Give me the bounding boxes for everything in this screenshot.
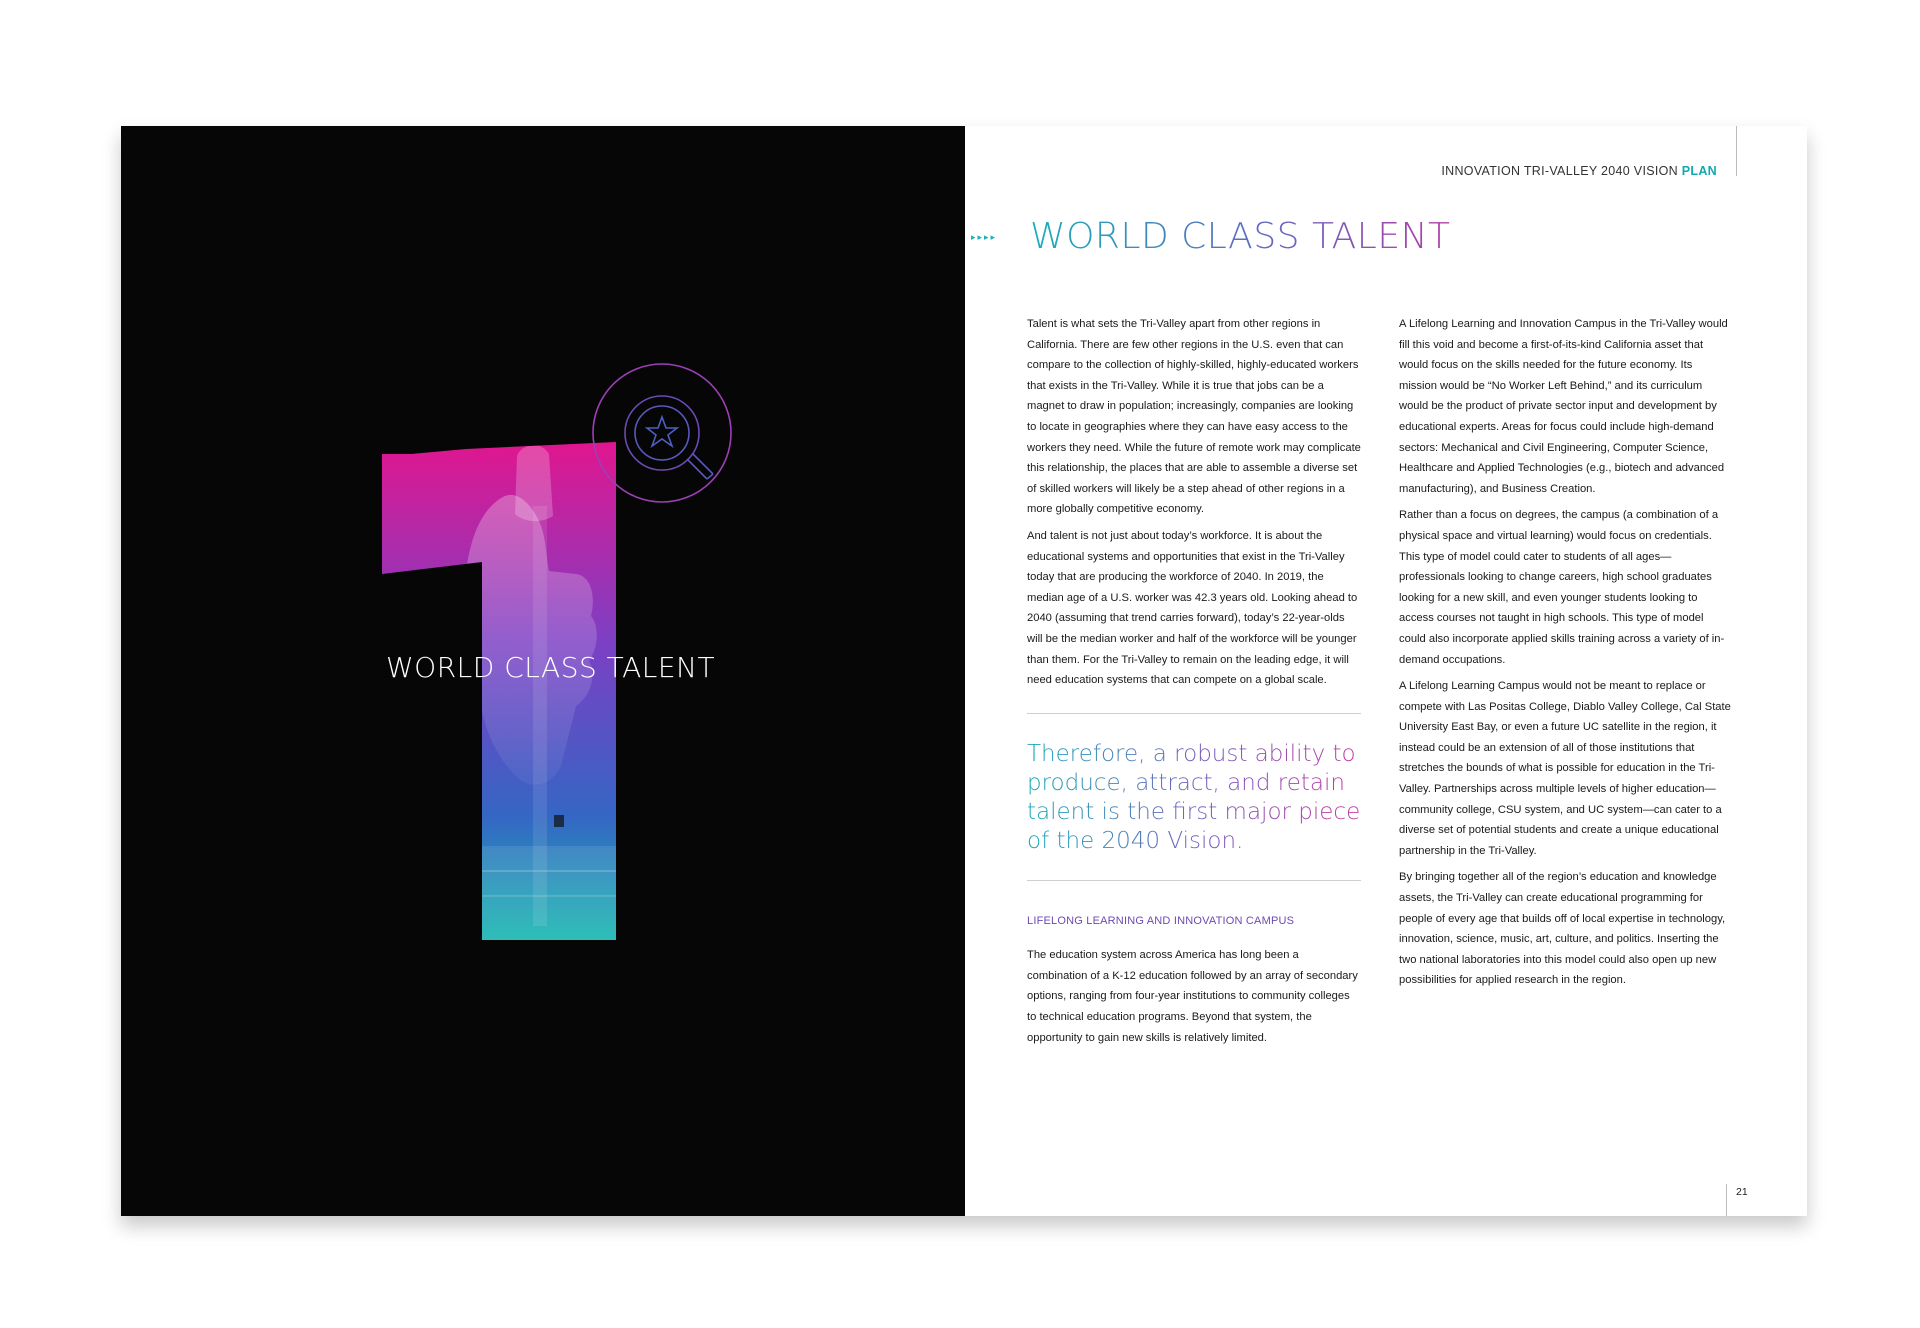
body-paragraph: Talent is what sets the Tri-Valley apart from other regions in California. There are few other regions in the U.S. even that can compare to the collection of highly-skilled, highly-educated workers that exists in the Tri-Valley. While it is true that jobs can be a magnet to draw in population; increasingly, companies are looking to locate in geographies where they can have easy access to the workers they need. While the future of remote work may complicate this relationship, the places that are able to assemble a diverse set of skilled workers will likely be a step ahead of other regions in a more globally competitive economy.	[1027, 318, 1361, 516]
arrow-bullets-icon: ▸▸▸▸	[971, 232, 998, 242]
right-page	[965, 126, 1807, 1216]
body-paragraph: By bringing together all of the region’s education and knowledge assets, the Tri-Valley can create educational programming for people of every age that builds off of local expertise in technology, innovation, science, music, art, culture, and politics. Inserting the two national laboratories into this model could also open up new possibilities for applied research in the region.	[1399, 871, 1726, 987]
body-paragraph: Rather than a focus on degrees, the campus (a combination of a physical space and virtual learning) would focus on credentials. This type of model could cater to students of all ages—professionals looking to change careers, high school graduates looking for a new skill, and even younger students looking to access courses not taught in high schools. This type of model could also incorporate applied skills training across a variety of in-demand occupations.	[1399, 509, 1725, 666]
body-paragraph: The education system across America has long been a combination of a K-12 education followed by an array of secondary options, ranging from four-year institutions to community colleges to technical education programs. Beyond that system, the opportunity to gain new skills is relatively limited.	[1027, 949, 1358, 1044]
footer-divider	[1726, 1184, 1727, 1216]
pull-quote: Therefore, a robust ability to produce, attract, and retain talent is the first major piece of the 2040 Vision.	[1027, 740, 1361, 854]
right-column	[1399, 314, 1733, 997]
section-subhead: LIFELONG LEARNING AND INNOVATION CAMPUS	[1027, 914, 1295, 927]
page-number: 21	[1736, 1186, 1748, 1198]
left-page	[121, 126, 965, 1216]
body-paragraph: A Lifelong Learning Campus would not be meant to replace or compete with Las Positas College, Diablo Valley College, Cal State University East Bay, or even a future UC satellite in the region, it instead could be an extension of all of those institutions that stretches the bounds of what is possible for education in the Tri-Valley. Partnerships across multiple levels of higher education—community college, CSU system, and UC system—can cater to a diverse set of potential students and create a unique educational partnership in the Tri-Valley.	[1399, 680, 1731, 857]
cover-title: WORLD CLASS TALENT	[386, 651, 716, 684]
left-column	[1027, 314, 1361, 1054]
running-head-accent: PLAN	[1681, 164, 1717, 178]
brochure-spread	[121, 126, 1807, 1216]
star-magnifier-icon	[593, 364, 731, 502]
body-paragraph: And talent is not just about today’s workforce. It is about the educational systems and opportunities that exist in the Tri-Valley today that are producing the workforce of 2040. In 2019, the median age of a U.S. worker was 42.3 years old. Looking ahead to 2040 (assuming that trend carries forward), today’s 22-year-olds will be the median worker and half of the workforce will be younger than them. For the Tri-Valley to remain on the leading edge, it will need education systems that can compete on a global scale.	[1027, 529, 1358, 687]
running-head	[1441, 164, 1717, 178]
divider	[1027, 880, 1361, 881]
body-paragraph: A Lifelong Learning and Innovation Campus in the Tri-Valley would fill this void and become a first-of-its-kind California asset that would focus on the skills needed for the future economy. Its mission would be “No Worker Left Behind,” and its curriculum would be the product of private sector input and development by educational experts. Areas for focus could include high-demand sectors: Mechanical and Civil Engineering, Computer Science, Healthcare and Applied Technologies (e.g., biotech and advanced manufacturing), and Business Creation.	[1399, 318, 1728, 495]
divider	[1027, 713, 1361, 714]
page-title: WORLD CLASS TALENT	[1030, 216, 1451, 257]
header-divider	[1736, 126, 1737, 176]
running-head-text: INNOVATION TRI-VALLEY 2040 VISION	[1441, 164, 1678, 178]
